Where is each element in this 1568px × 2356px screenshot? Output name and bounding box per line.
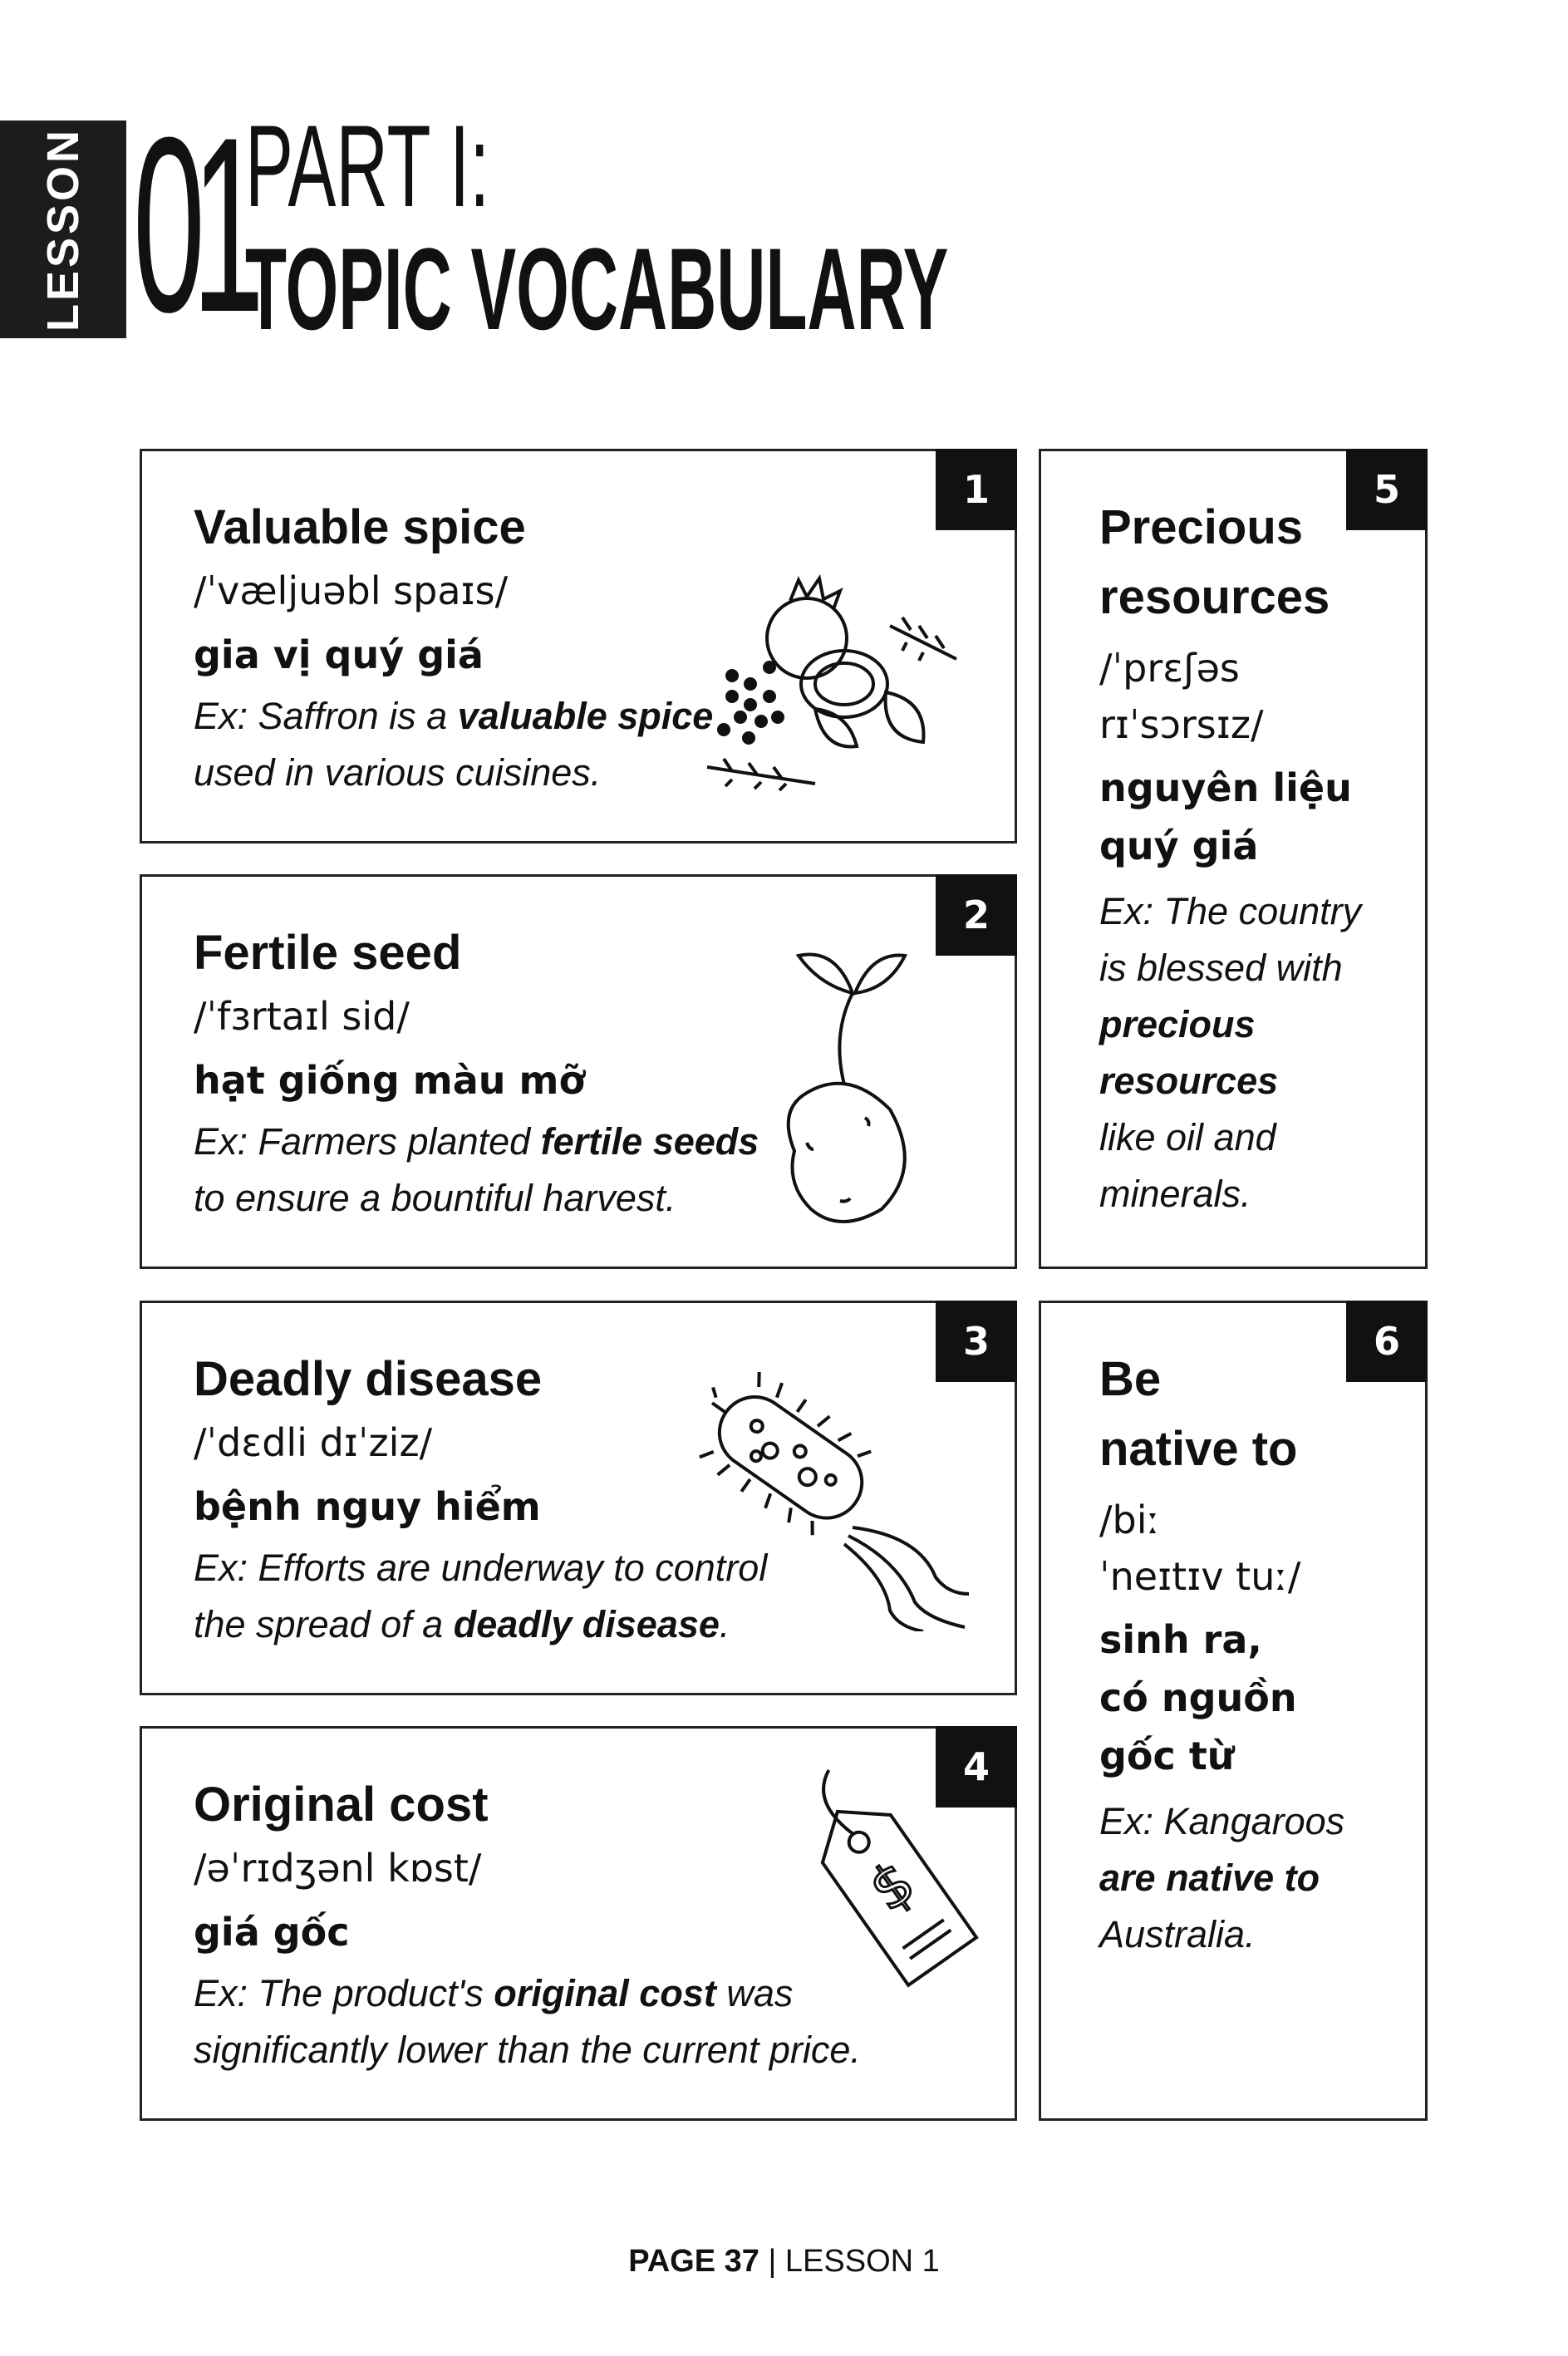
page-title-line1: PART I: <box>245 101 490 231</box>
example-highlight: original cost <box>494 1972 716 2014</box>
lesson-label: LESSON <box>38 126 88 332</box>
example-text: Ex: The country <box>1099 890 1362 932</box>
lesson-number: 01 <box>133 85 252 364</box>
card-number-badge: 2 <box>936 874 1017 956</box>
card-number-badge: 5 <box>1346 449 1428 530</box>
example-text: the spread of a <box>194 1603 454 1645</box>
vocab-word: Deadly disease <box>194 1352 543 1406</box>
vocab-meaning-line: có nguồn <box>1099 1675 1297 1720</box>
example-text: Australia. <box>1099 1913 1256 1955</box>
vocab-example <box>194 1965 861 2078</box>
vocab-meaning-line: gốc từ <box>1099 1734 1235 1778</box>
card-number-badge: 4 <box>936 1726 1017 1808</box>
vocab-meaning <box>1099 759 1352 875</box>
vocab-meaning: giá gốc <box>194 1910 350 1955</box>
vocab-meaning-line: quý giá <box>1099 824 1259 868</box>
vocab-card-6 <box>1039 1301 1428 2121</box>
vocab-word: Fertile seed <box>194 926 462 980</box>
price-tag-icon <box>790 1762 990 2003</box>
vocab-ipa: /ˈvæljuəbl spaɪs/ <box>194 568 509 613</box>
vocab-meaning <box>1099 1611 1297 1785</box>
example-highlight: resources <box>1099 1060 1279 1102</box>
vocab-card-2 <box>140 874 1017 1269</box>
example-text: Ex: The product's <box>194 1972 494 2014</box>
vocab-card-4 <box>140 1726 1017 2121</box>
card-number-badge: 6 <box>1346 1301 1428 1382</box>
vocab-word-line: Precious <box>1099 500 1303 554</box>
example-text: Ex: Efforts are underway to control <box>194 1547 768 1589</box>
example-text: to ensure a bountiful harvest. <box>194 1177 676 1219</box>
example-text: was <box>715 1972 794 2014</box>
vocab-ipa-line: /ˈprɛʃəs <box>1099 646 1240 691</box>
footer-lesson: LESSON 1 <box>784 2244 940 2279</box>
vocab-ipa-line: /biː <box>1099 1498 1160 1542</box>
vocab-word: Valuable spice <box>194 500 526 554</box>
spice-illustration-icon <box>699 559 981 809</box>
page-number: PAGE 37 <box>628 2244 759 2279</box>
vocab-example <box>1099 1793 1344 1963</box>
vocab-card-3 <box>140 1301 1017 1695</box>
footer-separator: | <box>768 2244 777 2279</box>
vocab-meaning: bệnh nguy hiểm <box>194 1484 541 1529</box>
svg-text:$: $ <box>857 1847 927 1925</box>
vocab-example <box>1099 883 1361 1222</box>
vocab-ipa: /ˈfɜrtaɪl sid/ <box>194 994 410 1039</box>
example-highlight: are native to <box>1099 1857 1320 1899</box>
vocab-word: Original cost <box>194 1778 489 1832</box>
bacteria-illustration-icon <box>661 1357 977 1631</box>
vocab-example <box>194 688 713 801</box>
example-text: Ex: Farmers planted <box>194 1120 541 1163</box>
vocab-meaning: gia vị quý giá <box>194 632 484 677</box>
card-number-badge: 3 <box>936 1301 1017 1382</box>
example-text: is blessed with <box>1099 947 1343 989</box>
vocab-word-line: Be <box>1099 1352 1162 1406</box>
vocab-meaning-line: sinh ra, <box>1099 1617 1262 1662</box>
example-text: Ex: Saffron is a <box>194 695 458 737</box>
seed-sprout-illustration-icon <box>757 927 923 1234</box>
vocab-word <box>1099 1345 1298 1484</box>
vocab-ipa-line: rɪˈsɔrsɪz/ <box>1099 702 1264 747</box>
vocab-card-1 <box>140 449 1017 844</box>
example-text: minerals. <box>1099 1173 1251 1215</box>
card-number-badge: 1 <box>936 449 1017 530</box>
vocab-word-line: native to <box>1099 1422 1298 1476</box>
page-footer <box>0 2244 1568 2280</box>
vocab-word-line: resources <box>1099 570 1330 624</box>
example-highlight: precious <box>1099 1003 1256 1045</box>
vocab-meaning: hạt giống màu mỡ <box>194 1058 586 1103</box>
example-highlight: fertile seeds <box>540 1120 759 1163</box>
example-highlight: valuable spice <box>457 695 714 737</box>
lesson-tab <box>0 121 126 338</box>
page-title-line2: TOPIC VOCABULARY <box>245 224 949 354</box>
vocab-ipa <box>1099 1492 1300 1605</box>
vocab-card-5 <box>1039 449 1428 1269</box>
vocab-example <box>194 1114 759 1227</box>
example-text: used in various cuisines. <box>194 751 602 794</box>
vocab-ipa: /əˈrɪdʒənl kɒst/ <box>194 1846 482 1891</box>
example-text: Ex: Kangaroos <box>1099 1800 1345 1842</box>
example-text: significantly lower than the current price. <box>194 2029 861 2071</box>
vocab-word <box>1099 493 1330 632</box>
example-text: like oil and <box>1099 1116 1276 1158</box>
vocab-ipa: /ˈdɛdli dɪˈziz/ <box>194 1420 433 1465</box>
example-text: . <box>719 1603 730 1645</box>
example-highlight: deadly disease <box>453 1603 720 1645</box>
vocab-ipa-line: ˈneɪtɪv tuː/ <box>1099 1554 1301 1599</box>
vocab-meaning-line: nguyên liệu <box>1099 765 1352 810</box>
vocab-ipa <box>1099 640 1264 753</box>
